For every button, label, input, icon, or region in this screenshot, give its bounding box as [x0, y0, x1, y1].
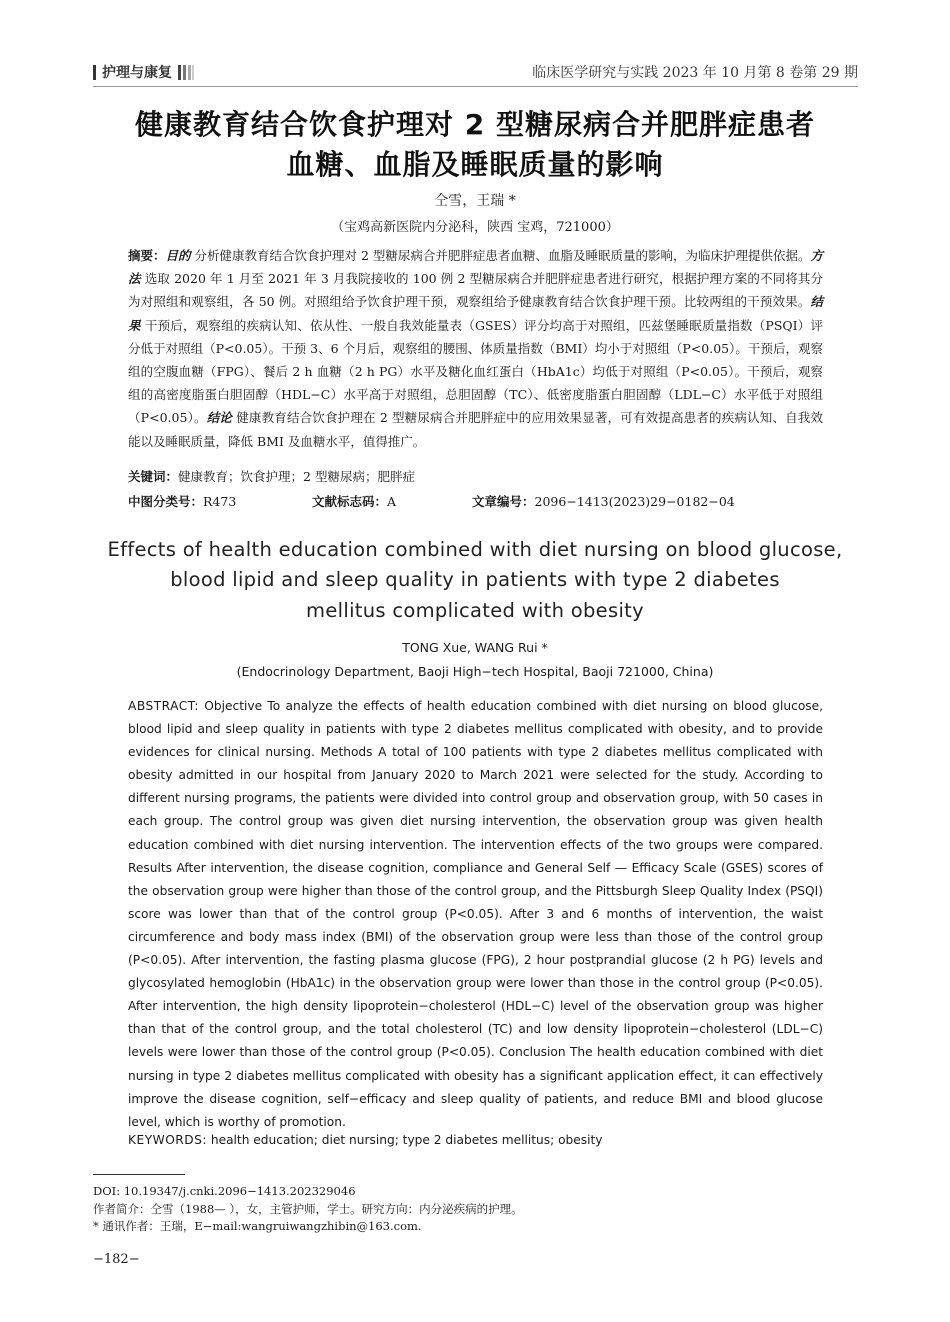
methods-text: 选取 2020 年 1 月至 2021 年 3 月我院接收的 100 例 2 型糖尿病合并肥胖症患者进行研究，根据护理方案的不同将其分为对照组和观察组，各 50 例。对照组给予饮食护理干预，观察组给予健康教育结合饮食护理干预。比较两组的干预效果。: [128, 271, 823, 310]
results-text: 干预后，观察组的疾病认知、依从性、一般自我效能量表（GSES）评分均高于对照组，匹兹堡睡眠质量指数（PSQI）评分低于对照组（P<0.05）。干预 3、6 个月后，观察组的腰围、体质量指数（BMI）均小于对照组（P<0.05）。干预后，观察组的空腹血糖（FPG）、餐后 2 h 血糖（2 h PG）水平及糖化血红蛋白（HbA1c）均低于对照组（P<0.05）。干预后，观察组的高密度脂蛋白胆固醇（HDL−C）水平高于对照组，总胆固醇（TC）、低密度脂蛋白胆固醇（LDL−C）水平低于对照组（P<0.05）。: [128, 317, 823, 426]
title-en-line2: blood lipid and sleep quality in patients with type 2 diabetes: [170, 568, 780, 591]
document-code: [312, 492, 396, 510]
conclusion-label: 结论: [206, 410, 233, 426]
article-number: [472, 492, 735, 510]
keywords-en-value: health education; diet nursing; type 2 diabetes mellitus; obesity: [206, 1133, 603, 1147]
title-cn-line2: 血糖、血脂及睡眠质量的影响: [286, 148, 664, 181]
header-rule: [93, 86, 858, 87]
section-stripes-icon: [178, 65, 194, 80]
conclusion-text: 健康教育结合饮食护理在 2 型糖尿病合并肥胖症中的应用效果显著，可有效提高患者的疾病认知、自我效能以及睡眠质量，降低 BMI 及血糖水平，值得推广。: [128, 410, 823, 449]
title-en-line1: Effects of health education combined with diet nursing on blood glucose,: [107, 538, 843, 561]
section-bar-icon: [93, 65, 96, 80]
footnote-rule: [93, 1174, 185, 1175]
keywords-cn-label: 关键词：: [128, 469, 179, 484]
doi: DOI: 10.19347/j.cnki.2096−1413.202329046: [93, 1184, 356, 1198]
section-label: [93, 62, 194, 82]
journal-info: 临床医学研究与实践 2023 年 10 月第 8 卷第 29 期: [532, 65, 858, 81]
doc-label: 文献标志码：: [312, 494, 388, 509]
clc-value: R473: [203, 494, 237, 509]
abstract-cn-label: 摘要：: [128, 248, 166, 263]
keywords-cn-value: 健康教育；饮食护理；2 型糖尿病；肥胖症: [178, 469, 415, 484]
abstract-en: [128, 695, 823, 1134]
clc-label: 中图分类号：: [128, 494, 204, 509]
authors-en: TONG Xue, WANG Rui *: [402, 640, 548, 655]
author-bio: 作者简介：仝雪（1988— ），女，主管护师，学士。研究方向：内分泌疾病的护理。: [93, 1202, 523, 1216]
methods-label: 方法: [128, 248, 823, 287]
clc-number: [128, 492, 236, 510]
page-number: −182−: [93, 1252, 140, 1267]
affiliation-cn: （宝鸡高新医院内分泌科，陕西 宝鸡，721000）: [331, 220, 619, 235]
section-name: 护理与康复: [102, 65, 172, 81]
keywords-cn: [128, 467, 823, 485]
title-cn-line1: 健康教育结合饮食护理对 2 型糖尿病合并肥胖症患者: [135, 108, 815, 141]
keywords-en-label: KEYWORDS:: [128, 1133, 207, 1147]
objective-text: 分析健康教育结合饮食护理对 2 型糖尿病合并肥胖症患者血糖、血脂及睡眠质量的影响，为临床护理提供依据。: [190, 248, 811, 263]
authors-cn: 仝雪，王瑞 *: [434, 193, 516, 209]
title-en-line3: mellitus complicated with obesity: [306, 599, 644, 622]
results-label: 结果: [128, 294, 823, 333]
abstract-cn: [128, 244, 823, 453]
doc-value: A: [387, 494, 397, 509]
affiliation-en: (Endocrinology Department, Baoji High−tech Hospital, Baoji 721000, China): [236, 664, 714, 679]
objective-label: 目的: [165, 248, 191, 263]
running-header: [93, 62, 858, 84]
abstract-en-label: ABSTRACT:: [128, 699, 199, 713]
article-label: 文章编号：: [472, 494, 535, 509]
article-value: 2096−1413(2023)29−0182−04: [534, 494, 735, 509]
keywords-en: [128, 1133, 823, 1147]
abstract-en-text: Objective To analyze the effects of health education combined with diet nursing on blood glucose, blood lipid and sleep quality in patients with type 2 diabetes mellitus complicated with obesity, and to provide evidences for clinical nursing. Methods A total of 100 patients with type 2 diabetes mellitus complicated with obesity admitted in our hospital from January 2020 to March 2021 were selected for the study. According to different nursing programs, the patients were divided into control group and observation group, with 50 cases in each group. The control group was given diet nursing intervention, the observation group was given health education combined with diet nursing intervention. The intervention effects of the two groups were compared. Results After intervention, the disease cognition, compliance and General Self — Efficacy Scale (GSES) scores of the observation group were higher than those of the control group, and the Pittsburgh Sleep Quality Index (PSQI) score was lower than that of the control group (P<0.05). After 3 and 6 months of intervention, the waist circumference and body mass index (BMI) of the observation group were less than those of the control group (P<0.05). After intervention, the fasting plasma glucose (FPG), 2 hour postprandial glucose (2 h PG) levels and glycosylated hemoglobin (HbA1c) in the observation group were lower than those in the control group (P<0.05). After intervention, the high density lipoprotein−cholesterol (HDL−C) level of the observation group was higher than that of the control group, and the total cholesterol (TC) and low density lipoprotein−cholesterol (LDL−C) levels were lower than those of the control group (P<0.05). Conclusion The health education combined with diet nursing in type 2 diabetes mellitus complicated with obesity has a significant application effect, it can effectively improve the disease cognition, self−efficacy and sleep quality of patients, and reduce BMI and blood glucose level, which is worthy of promotion.: [128, 699, 823, 1129]
corresponding-author: * 通讯作者：王瑞，E−mail:wangruiwangzhibin@163.com.: [93, 1219, 422, 1233]
